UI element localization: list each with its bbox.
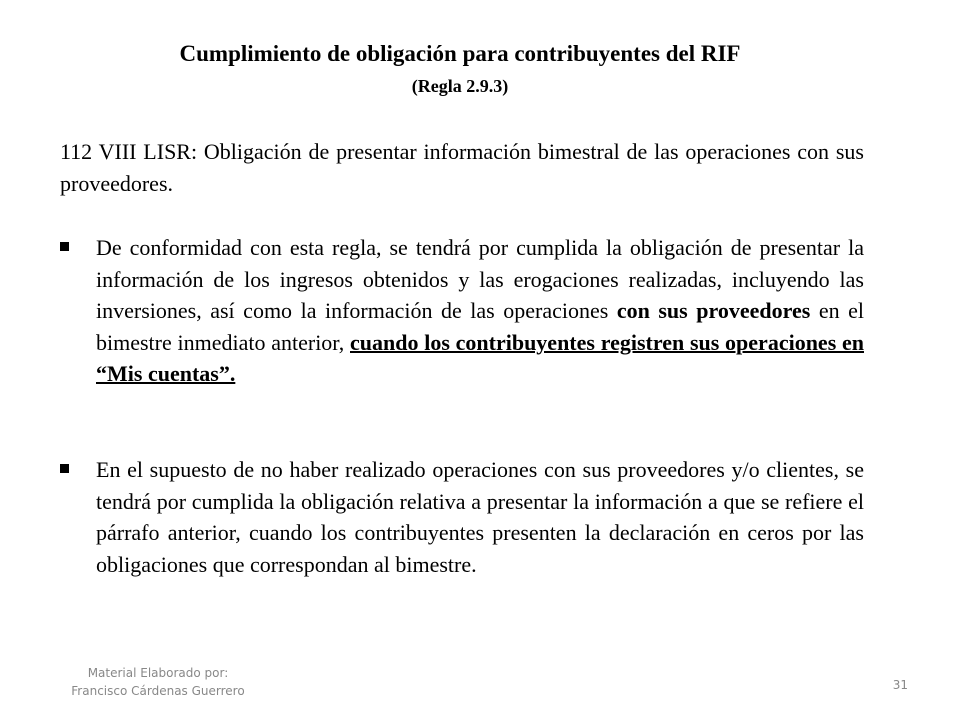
square-bullet-icon <box>60 242 69 251</box>
bullet-1-bold-underlined-text: cuando los contribuyentes registren sus operaciones en “Mis cuentas”. <box>96 329 864 386</box>
bullet-item-1 <box>60 232 864 390</box>
footer-author-line2: Francisco Cárdenas Guerrero <box>71 684 245 698</box>
slide-title: Cumplimiento de obligación para contribuyentes del RIF <box>179 41 741 66</box>
intro-paragraph: 112 VIII LISR: Obligación de presentar información bimestral de las operaciones con sus proveedores. <box>60 139 864 196</box>
slide-subtitle: (Regla 2.9.3) <box>411 76 509 96</box>
bullet-1-text-part1: De conformidad con esta regla, se tendrá por cumplida la obligación de presentar la información de los ingresos obtenidos y las erogaciones realizadas, incluyendo las inversiones, así como la información de las operaciones <box>96 235 864 323</box>
bullet-1-bold-text: con sus proveedores <box>616 298 811 323</box>
page-number: 31 <box>892 678 908 692</box>
footer-author <box>58 664 258 700</box>
bullet-text-2: En el supuesto de no haber realizado operaciones con sus proveedores y/o clientes, se tendrá por cumplida la obligación relativa a presentar la información a que se refiere el párrafo anterior, cuando los contribuyentes presenten la declaración en ceros por las obligaciones que correspondan al bimestre. <box>96 457 864 577</box>
bullet-item-2 <box>60 454 864 580</box>
square-bullet-icon <box>60 464 69 473</box>
bullet-text-1 <box>96 232 864 390</box>
bullet-1-text-part2: en el bimestre inmediato anterior, <box>96 298 864 355</box>
footer-author-line1: Material Elaborado por: <box>87 666 229 680</box>
